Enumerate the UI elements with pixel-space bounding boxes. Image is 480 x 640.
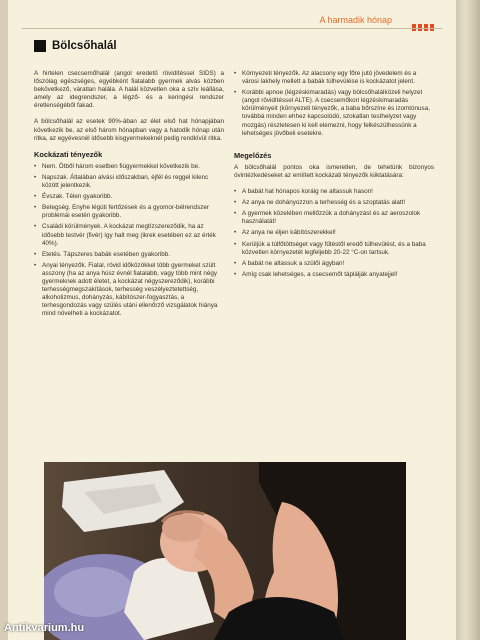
title-square-icon [34, 40, 46, 52]
list-item: • Kerüljük a túlfőtöttséget vagy fűtéstől eredő túlhevülést, és a baba közvetlen környezetét legfeljebb 20-22 °C-on tartsuk. [234, 241, 434, 257]
book-page [8, 0, 456, 640]
prevention-text: A bölcsőhalál pontos oka ismeretlen, de tehetünk bizonyos óvintézkedéseket az említett kockázati tényezők kiiktatására: [234, 163, 434, 179]
section-header: A harmadik hónap [319, 15, 392, 25]
page-title: Bölcsőhalál [52, 40, 117, 52]
header-bars-icon [410, 18, 434, 25]
header-rule [22, 28, 442, 29]
watermark: Antikvarium.hu [4, 622, 85, 634]
prevention-list [234, 188, 434, 279]
list-item: • Betegség. Enyhe légúti fertőzések és a gyomor-bélrendszer problémái esetén gyakoribb. [34, 204, 224, 220]
mother-baby-photo [44, 462, 406, 640]
list-item: • Nem. Ötből három esetben fiúgyermekkel következik be. [34, 163, 224, 171]
prevention-heading: Megelőzés [234, 150, 272, 160]
photo-illustration [44, 462, 406, 640]
list-item: • Etetés. Tápszeres babák esetében gyakoribb. [34, 251, 224, 259]
page-edge [456, 0, 480, 640]
risk-list [34, 163, 224, 319]
list-item: • Családi körülmények. A kockázat megtízszereződik, ha az idősebb testvér (fivér) így halt meg (ikrek esetében ez az érték 40%). [34, 223, 224, 247]
list-item: • Évszak. Télen gyakoribb. [34, 193, 224, 201]
list-item: • Az anya ne éljen kábítószerekkel! [234, 229, 434, 237]
title-box [34, 40, 117, 52]
right-column [234, 70, 434, 282]
list-item: • A babát hat hónapos koráig ne altassuk hason! [234, 188, 434, 196]
intro-paragraph-2: A bölcsőhalál az esetek 90%-ában az élet első hat hónapjában következik be, az első három hónapban vagy a hatodik hónap után ritka, az egyévesnél idősebb kisgyermekeknél pedig rendkívül ritka. [34, 118, 224, 142]
list-item: • Az anya ne dohányozzon a terhesség és a szoptatás alatt! [234, 199, 434, 207]
list-item: • Anyai tényezők. Fiatal, rövid időközökkel több gyermeket szült asszony (ha az anya húsz évnél fiatalabb, vagy több mint négy gyermeknek adott életet, a kockázat négyszereződik), korábbi terhességmegszakítások, terhesség veszélyeztetettség, alkoholizmus, dohányzás, kábítószer-fogyasztás, a terhesgondozás vagy szülés utáni ellenőrző vizsgálatok hiánya mind növelheti a kockázatot. [34, 262, 224, 319]
list-item: • Korábbi apnoe (légzéskimaradás) vagy bölcsőhalálközeli helyzet (angol rövidítéssel ALTE). A csecsemőkori légzéskimaradás körülményeit (környezeti tényezők, a baba bőrszíne és izomtónusa, továbbá minden ehhez kapcsolódó, szokatlan testhelyzet vagy mozgás) részletesen ki kell elemezni, hogy felkészülhessünk a lehetséges jövőbeli esetekre. [234, 89, 434, 138]
list-item: • A gyermek közelében mellőzzük a dohányzást és az aeroszolok használatát! [234, 210, 434, 226]
environment-list [234, 70, 434, 138]
left-column [34, 70, 224, 321]
list-item: • A babát ne altassuk a szülői ágyban! [234, 260, 434, 268]
list-item: • Amíg csak lehetséges, a csecsemőt táplálják anyatejjel! [234, 271, 434, 279]
list-item: • Napszak. Általában alvási időszakban, éjfél és reggel kilenc között jelentkezik. [34, 174, 224, 190]
risk-heading: Kockázati tényezők [34, 149, 103, 159]
intro-paragraph-1: A hirtelen csecsemőhalál (angol eredetű rövidítéssel SIDS) a lőszólag egészséges, egyébként fiatalabb gyermek alvás közben bekövetkező, váratlan halála. A halál közvetlen oka a szív leállása, amely az idegrendszer, a légző- és a keringési rendszer éretlenségéből fakad. [34, 70, 224, 110]
list-item: • Környezeti tényezők. Az alacsony egy főre jutó jövedelem és a városi lakhely mellett a babák túlhevülése is kockázatot jelent. [234, 70, 434, 86]
